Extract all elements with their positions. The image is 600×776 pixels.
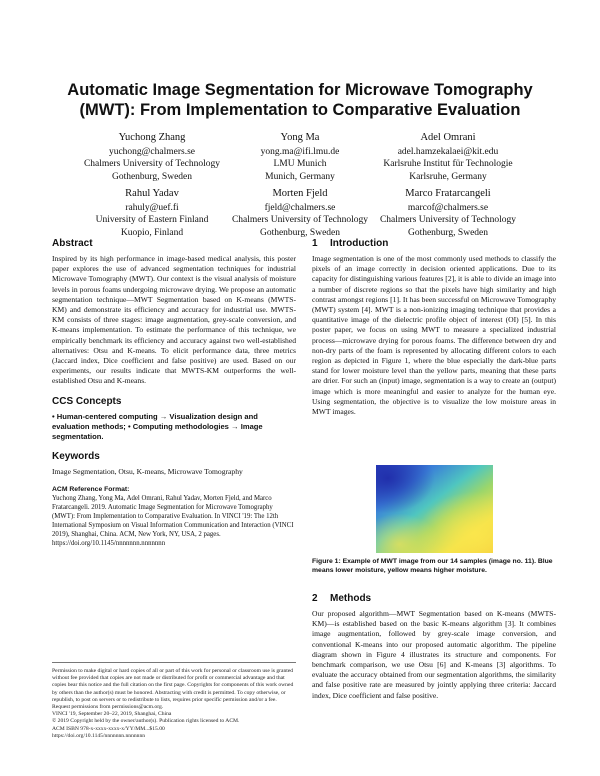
introduction-section bbox=[312, 238, 556, 417]
author-location: Gothenburg, Sweden bbox=[407, 227, 489, 238]
author-name: Adel Omrani bbox=[420, 132, 476, 143]
author-affiliation: University of Eastern Finland bbox=[95, 215, 209, 225]
ccs-text: • Human-centered computing → Visualization design and evaluation methods; • Computing methodologies → Image segmentation. bbox=[52, 411, 263, 442]
keywords-text: Image Segmentation, Otsu, K-means, Microwave Tomography bbox=[52, 467, 243, 477]
acm-reference-section bbox=[52, 486, 296, 548]
author-affiliation: Chalmers University of Technology bbox=[83, 159, 221, 169]
high-moisture-region bbox=[376, 465, 493, 553]
conference-line: VINCI '19, September 20–22, 2019, Shanghai, China bbox=[52, 711, 172, 718]
abstract-section bbox=[52, 238, 296, 387]
permission-text: Permission to make digital or hard copies of all or part of this work for personal or classroom use is granted without fee provided that copies are not made or distributed for profit or commercial advantage and that copies bear this notice and the full citation on the first page. Copyrights for components of this work owned by others than the author(s) must be honored. Abstracting with credit is permitted. To copy otherwise, or republish, to post on servers or to redistribute to lists, requires prior specific permission and/or a fee. Request permissions from permissions@acm.org. bbox=[52, 668, 294, 711]
figure-caption: Figure 1: Example of MWT image from our 14 samples (image no. 11). Blue means lower moisture, yellow means higher moisture. bbox=[312, 558, 553, 574]
methods-text: Our proposed algorithm—MWT Segmentation based on K-means (MWTS-KM)—is established based on the basic K-means algorithm [3]. It combines image augmentation, followed by grey-scale image conversion, and conventional K-means into our proposed automatic algorithm. The pipeline diagram shown in Figure 4 illustrates its structure and components. For benchmark comparison, we use Otsu [6] and K-means [3] algorithms. To evaluate the accuracy obtained from our segmentation algorithms, the similarity and false positive rate are measured by jointly applying three criteria: Jaccard index, Dice coefficient and false positive. bbox=[312, 609, 556, 700]
author-name: Morten Fjeld bbox=[272, 188, 328, 199]
author-email: adel.hamzekalaei@kit.edu bbox=[397, 146, 499, 157]
ccs-section bbox=[52, 396, 296, 443]
author-affiliation: Karlsruhe Institut für Technologie bbox=[383, 159, 513, 169]
section-number: 1 bbox=[312, 238, 318, 249]
ccs-heading: CCS Concepts bbox=[52, 395, 122, 407]
keywords-section bbox=[52, 451, 296, 477]
author-block bbox=[348, 188, 548, 239]
acm-reference-heading: ACM Reference Format: bbox=[52, 486, 130, 494]
abstract-text: Inspired by its high performance in image-based medical analysis, this poster paper explores the use of advanced segmentation techniques for industrial Microwave Tomography (MWT). Our context is the visual analysis of moisture levels in porous foams undergoing microwave drying. We propose an automatic segmentation technique—MWT Segmentation based on K-means (MWTS-KM) and demonstrate its efficiency and accuracy for industrial use. MWTS-KM consists of three stages: image augmentation, grey-scale conversion, and K-means implementation. To estimate the performance of this technique, we empirically benchmark its efficiency and accuracy against two well-established alternatives: Otsu and K-means. To elicit performance data, three metrics (Jaccard index, Dice coefficient and false positive) are used. Based on our experiments, our results indicate that MWTS-KM outperforms the well-established Otsu and K-means. bbox=[52, 254, 296, 386]
acm-reference-text: Yuchong Zhang, Yong Ma, Adel Omrani, Rahul Yadav, Morten Fjeld, and Marco Fratarcangeli. 2019. Automatic Image Segmentation for Microwave Tomography (MWT): From Implementation to Comparative Evaluation. In VINCI '19: The 12th International Symposium on Visual Information Communication and Interaction (VINCI 2019), Shanghai, China. ACM, New York, NY, USA, 2 pages. https://doi.org/10.1145/nnnnnnn.nnnnnnn bbox=[52, 495, 294, 548]
author-name: Rahul Yadav bbox=[125, 188, 179, 199]
section-title: Introduction bbox=[330, 238, 389, 249]
author-name: Marco Fratarcangeli bbox=[405, 188, 491, 199]
author-location: Gothenburg, Sweden bbox=[259, 227, 341, 238]
section-title: Methods bbox=[330, 593, 372, 604]
author-location: Kuopio, Finland bbox=[120, 227, 184, 238]
author-location: Gothenburg, Sweden bbox=[111, 171, 193, 182]
abstract-heading: Abstract bbox=[52, 238, 93, 249]
left-column bbox=[52, 238, 296, 557]
author-location: Karlsruhe, Germany bbox=[409, 171, 487, 182]
paper-title: Automatic Image Segmentation for Microwave Tomography (MWT): From Implementation to Comparative Evaluation bbox=[67, 81, 533, 119]
author-block bbox=[348, 132, 548, 183]
keywords-heading: Keywords bbox=[52, 451, 100, 463]
author-email: rahuly@uef.fi bbox=[125, 202, 179, 213]
author-email: yuchong@chalmers.se bbox=[108, 146, 196, 157]
author-name: Yong Ma bbox=[280, 132, 320, 143]
author-email: yong.ma@ifi.lmu.de bbox=[260, 146, 340, 157]
isbn-line: ACM ISBN 978-x-xxxx-xxxx-x/YY/MM...$15.00 bbox=[52, 725, 165, 732]
author-email: marcof@chalmers.se bbox=[407, 202, 489, 213]
author-location: Munich, Germany bbox=[265, 171, 335, 182]
doi-line: https://doi.org/10.1145/nnnnnnn.nnnnnnn bbox=[52, 732, 146, 739]
introduction-heading bbox=[312, 238, 556, 249]
copyright-line: © 2019 Copyright held by the owner/author(s). Publication rights licensed to ACM. bbox=[52, 718, 240, 725]
section-number: 2 bbox=[312, 593, 318, 604]
author-affiliation: Chalmers University of Technology bbox=[379, 215, 517, 225]
author-email: fjeld@chalmers.se bbox=[264, 202, 336, 213]
author-name: Yuchong Zhang bbox=[118, 132, 186, 143]
author-affiliation: LMU Munich bbox=[273, 159, 327, 169]
permission-block bbox=[52, 662, 296, 740]
right-column bbox=[312, 238, 556, 426]
introduction-text: Image segmentation is one of the most commonly used methods to classify the pixels of an image correctly in decision oriented applications. Due to its capacity for distinguishing various features [2], it is able to divide an image into a number of discrete regions so that the pixels have high similarity and high contrast amongst regions [1]. It has been successful on Microwave Tomography (MWT) system [4]. MWT is a non-ionizing imaging technique that provides a quantitative image of the dielectric profile object of interest (OI) [5]. In this poster paper, we focus on using MWT to measure a specialized industrial process—microwave drying for porous foams. The difference between dry and non-dry parts of the foam is represented by allocating different colors to each region as depicted in Figure 1, where the blue especially the dark-blue parts stand for lower moisture level than the yellow parts, meaning that these parts are drier. For such an (input) image, segmentation is a way to create an (output) image which is more meaningful and easier to analyze for the human eye. Using segmentation, the objective is to visualize the low moisture areas in MWT images. bbox=[312, 254, 556, 417]
mwt-image-figure bbox=[376, 465, 493, 553]
author-affiliation: Chalmers University of Technology bbox=[231, 215, 369, 225]
methods-section bbox=[312, 593, 556, 701]
methods-heading bbox=[312, 593, 556, 604]
